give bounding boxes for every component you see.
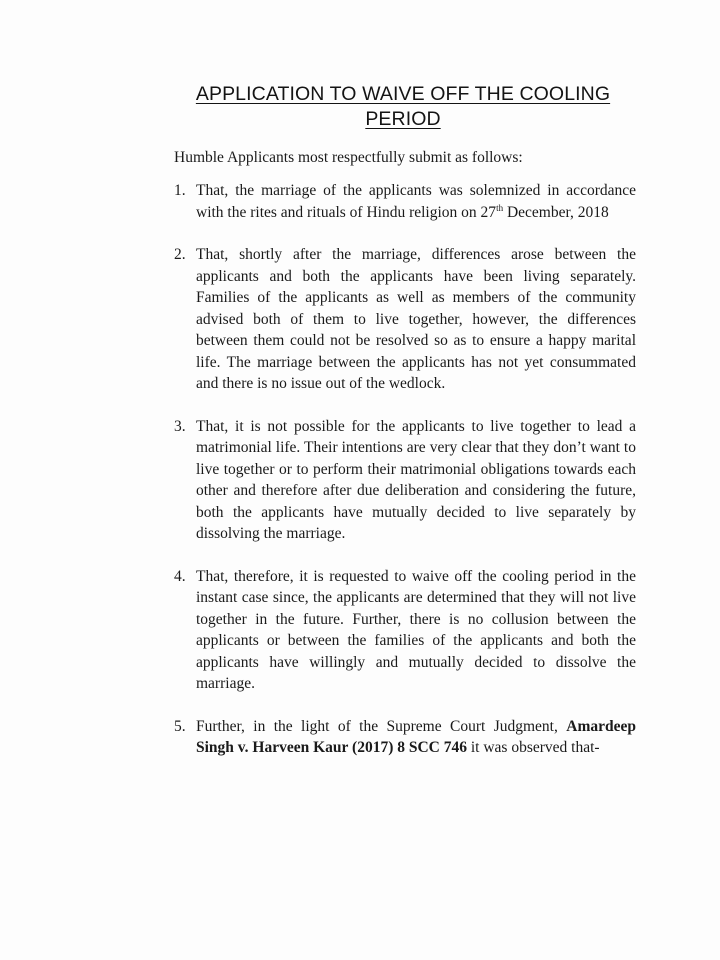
paragraph-text — [196, 180, 636, 223]
paragraph-text-part: December, 2018 — [503, 203, 609, 221]
paragraph-text: That, shortly after the marriage, differences arose between the applicants and both the applicants have been living separately. Families of the applicants as well as members of the community advised both of them to live together, however, the differences between them could not be resolved so as to ensure a happy marital life. The marriage between the applicants has not yet consummated and there is no issue out of the wedlock. — [196, 246, 636, 392]
ordinal-superscript: th — [496, 202, 504, 213]
paragraph-number: 4. — [174, 567, 186, 585]
paragraph-4 — [174, 566, 636, 695]
paragraph-number: 2. — [174, 246, 186, 263]
paragraph-text-part: Further, in the light of the Supreme Court Judgment, — [196, 717, 567, 735]
intro-text: Humble Applicants most respectfully submit as follows: — [174, 149, 523, 166]
paragraph-5 — [174, 716, 636, 759]
paragraph-2 — [174, 244, 636, 395]
paragraph-number: 5. — [174, 717, 186, 735]
paragraph-text-part: it was observed that- — [467, 739, 600, 756]
document-title: APPLICATION TO WAIVE OFF THE COOLING PERIOD — [195, 83, 611, 130]
numbered-paragraph-list — [174, 180, 636, 759]
paragraph-text: That, it is not possible for the applicants to live together to lead a matrimonial life. Their intentions are very clear that they don’t want to live together or to perform their matrimonial obligations towards each other and therefore after due deliberation and considering the future, both the applicants have mutually decided to live separately by dissolving the marriage. — [196, 417, 636, 542]
paragraph-number: 3. — [174, 417, 186, 435]
paragraph-1 — [174, 180, 636, 223]
paragraph-number: 1. — [174, 182, 186, 199]
case-citation: Amardeep Singh v. Harveen Kaur (2017) 8 SCC 746 — [196, 717, 636, 756]
paragraph-text: That, therefore, it is requested to waive off the cooling period in the instant case since, the applicants are determined that they will not live together in the future. Further, there is no collusion between the applicants or between the families of the applicants and both the applicants have willingly and mutually decided to dissolve the marriage. — [196, 567, 636, 692]
paragraph-text-part: That, the marriage of the applicants was solemnized in accordance with the rites and rituals of Hindu religion on 27 — [196, 182, 636, 221]
paragraph-3 — [174, 416, 636, 545]
paragraph-text — [196, 716, 636, 759]
